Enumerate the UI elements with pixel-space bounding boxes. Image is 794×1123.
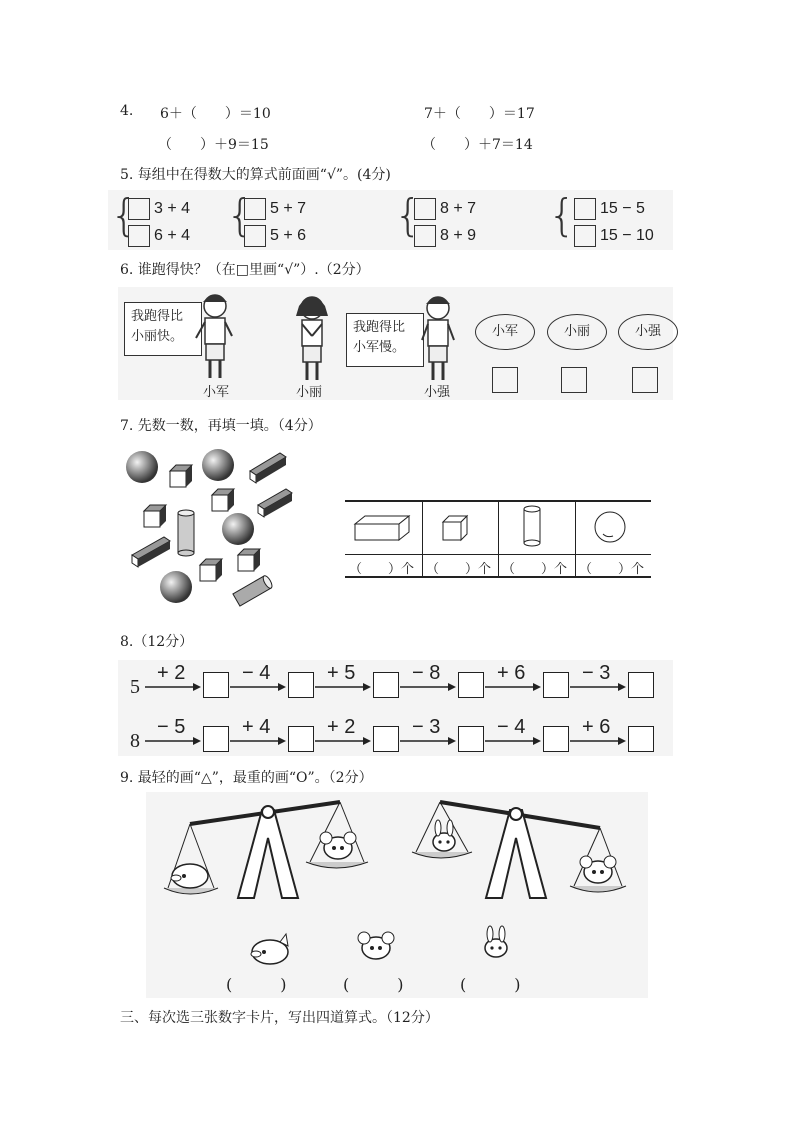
cuboid-icon [250, 453, 286, 483]
answer-box[interactable] [574, 198, 596, 220]
answer-box[interactable] [543, 672, 569, 698]
q5-title: 5. 每组中在得数大的算式前面画“√”。(4分) [120, 167, 391, 183]
answer-box[interactable] [628, 672, 654, 698]
q4-equation-2: 7＋（ ）＝17 [424, 106, 535, 122]
start-number: 8 [130, 730, 140, 752]
girl-xiaoli-icon [288, 292, 336, 384]
cube-icon [212, 489, 234, 511]
q8-chain-row-1 [145, 662, 665, 702]
q5-panel [108, 190, 673, 250]
section-3-title: 三、每次选三张数字卡片，写出四道算式。（12分） [120, 1010, 439, 1026]
boy-xiaojun-icon [190, 290, 240, 382]
expression: 8 + 7 [440, 200, 477, 217]
operation-label: + 2 [327, 716, 356, 738]
count-table [345, 500, 651, 578]
solid-shapes-picture [120, 445, 300, 615]
operation-label: + 5 [327, 662, 356, 684]
answer-box[interactable] [288, 672, 314, 698]
option-xiaojun: 小军 [475, 314, 535, 350]
answer-box[interactable] [373, 726, 399, 752]
operation-label: + 4 [242, 716, 271, 738]
operation-label: − 3 [582, 662, 611, 684]
answer-box[interactable] [414, 198, 436, 220]
arrow-icon [315, 681, 373, 693]
answer-box[interactable] [203, 672, 229, 698]
q9-title: 9. 最轻的画“△”，最重的画“O”。（2分） [120, 770, 373, 786]
answer-box[interactable] [628, 726, 654, 752]
q8-chain-row-2 [145, 716, 665, 756]
cuboid-icon [353, 514, 413, 544]
cube-icon [170, 465, 192, 487]
operation-label: + 6 [582, 716, 611, 738]
q8-title: 8.（12分） [120, 634, 194, 650]
mouse-icon [320, 832, 356, 859]
answer-box[interactable] [414, 225, 436, 247]
arrow-icon [485, 735, 543, 747]
brace-icon: { [394, 190, 422, 241]
q6-title: 6. 谁跑得快？（在□里画“√”）.（2分） [120, 262, 370, 278]
sphere-icon [202, 449, 234, 481]
answer-blank-rabbit[interactable]: ( ) [460, 975, 521, 994]
arrow-icon [485, 681, 543, 693]
brace-icon: { [110, 190, 138, 241]
count-cell[interactable]: （ ）个 [426, 562, 492, 577]
boy-xiaoqiang-icon [414, 292, 462, 384]
answer-box-xiaoqiang[interactable] [632, 367, 658, 393]
expression: 8 + 9 [440, 227, 477, 244]
cylinder-icon [178, 510, 194, 556]
arrow-icon [315, 735, 373, 747]
arrow-icon [400, 735, 458, 747]
expression: 15 − 5 [600, 200, 645, 217]
q4-equation-3: （ ）＋9＝15 [158, 137, 269, 153]
speech-bubble-xiaoqiang: 我跑得比 小军慢。 [346, 313, 424, 367]
arrow-icon [145, 735, 203, 747]
q4-equation-1: 6＋（ ）＝10 [160, 106, 271, 122]
mouse-icon [358, 932, 394, 959]
answer-box[interactable] [458, 672, 484, 698]
name-label: 小军 [203, 385, 230, 400]
sphere-icon [222, 513, 254, 545]
answer-box[interactable] [128, 198, 150, 220]
operation-label: − 4 [497, 716, 526, 738]
count-cell[interactable]: （ ）个 [579, 562, 645, 577]
operation-label: − 4 [242, 662, 271, 684]
cylinder-icon [233, 574, 274, 606]
count-cell[interactable]: （ ）个 [349, 562, 415, 577]
pig-icon [251, 934, 288, 964]
cube-icon [144, 505, 166, 527]
sphere-icon [160, 571, 192, 603]
expression: 6 + 4 [154, 227, 191, 244]
arrow-icon [145, 681, 203, 693]
balance-scales-picture [150, 796, 645, 996]
answer-box[interactable] [244, 198, 266, 220]
answer-box[interactable] [458, 726, 484, 752]
cube-icon [200, 559, 222, 581]
answer-box-xiaoli[interactable] [561, 367, 587, 393]
answer-box[interactable] [244, 225, 266, 247]
sphere-icon [126, 451, 158, 483]
q4-equation-4: （ ）＋7＝14 [422, 137, 533, 153]
arrow-icon [230, 735, 288, 747]
answer-box[interactable] [203, 726, 229, 752]
mouse-icon [580, 856, 616, 883]
brace-icon: { [226, 190, 254, 241]
answer-box[interactable] [543, 726, 569, 752]
brace-icon: { [548, 190, 576, 241]
name-label: 小丽 [296, 385, 323, 400]
operation-label: + 2 [157, 662, 186, 684]
sphere-icon [593, 510, 629, 546]
arrow-icon [230, 681, 288, 693]
expression: 3 + 4 [154, 200, 191, 217]
rabbit-icon [485, 926, 507, 957]
answer-box[interactable] [288, 726, 314, 752]
name-label: 小强 [424, 385, 451, 400]
start-number: 5 [130, 676, 140, 698]
rabbit-icon [433, 820, 455, 851]
arrow-icon [570, 735, 628, 747]
expression: 15 − 10 [600, 227, 654, 244]
cube-icon [441, 514, 471, 544]
speech-bubble-xiaojun: 我跑得比 小丽快。 [124, 302, 202, 356]
answer-blank-mouse[interactable]: ( ) [343, 975, 404, 994]
arrow-icon [570, 681, 628, 693]
cuboid-icon [258, 489, 292, 517]
cylinder-icon [521, 504, 545, 550]
q4-number: 4. [120, 103, 134, 119]
arrow-icon [400, 681, 458, 693]
answer-box[interactable] [574, 225, 596, 247]
answer-blank-pig[interactable]: ( ) [226, 975, 287, 994]
operation-label: + 6 [497, 662, 526, 684]
count-cell[interactable]: （ ）个 [502, 562, 568, 577]
q7-title: 7. 先数一数，再填一填。（4分） [120, 418, 322, 434]
pig-icon [171, 864, 208, 888]
cuboid-icon [132, 537, 170, 567]
option-xiaoqiang: 小强 [618, 314, 678, 350]
answer-box[interactable] [373, 672, 399, 698]
option-xiaoli: 小丽 [547, 314, 607, 350]
expression: 5 + 6 [270, 227, 307, 244]
expression: 5 + 7 [270, 200, 307, 217]
answer-box[interactable] [128, 225, 150, 247]
operation-label: − 8 [412, 662, 441, 684]
operation-label: − 3 [412, 716, 441, 738]
cube-icon [238, 549, 260, 571]
answer-box-xiaojun[interactable] [492, 367, 518, 393]
operation-label: − 5 [157, 716, 186, 738]
